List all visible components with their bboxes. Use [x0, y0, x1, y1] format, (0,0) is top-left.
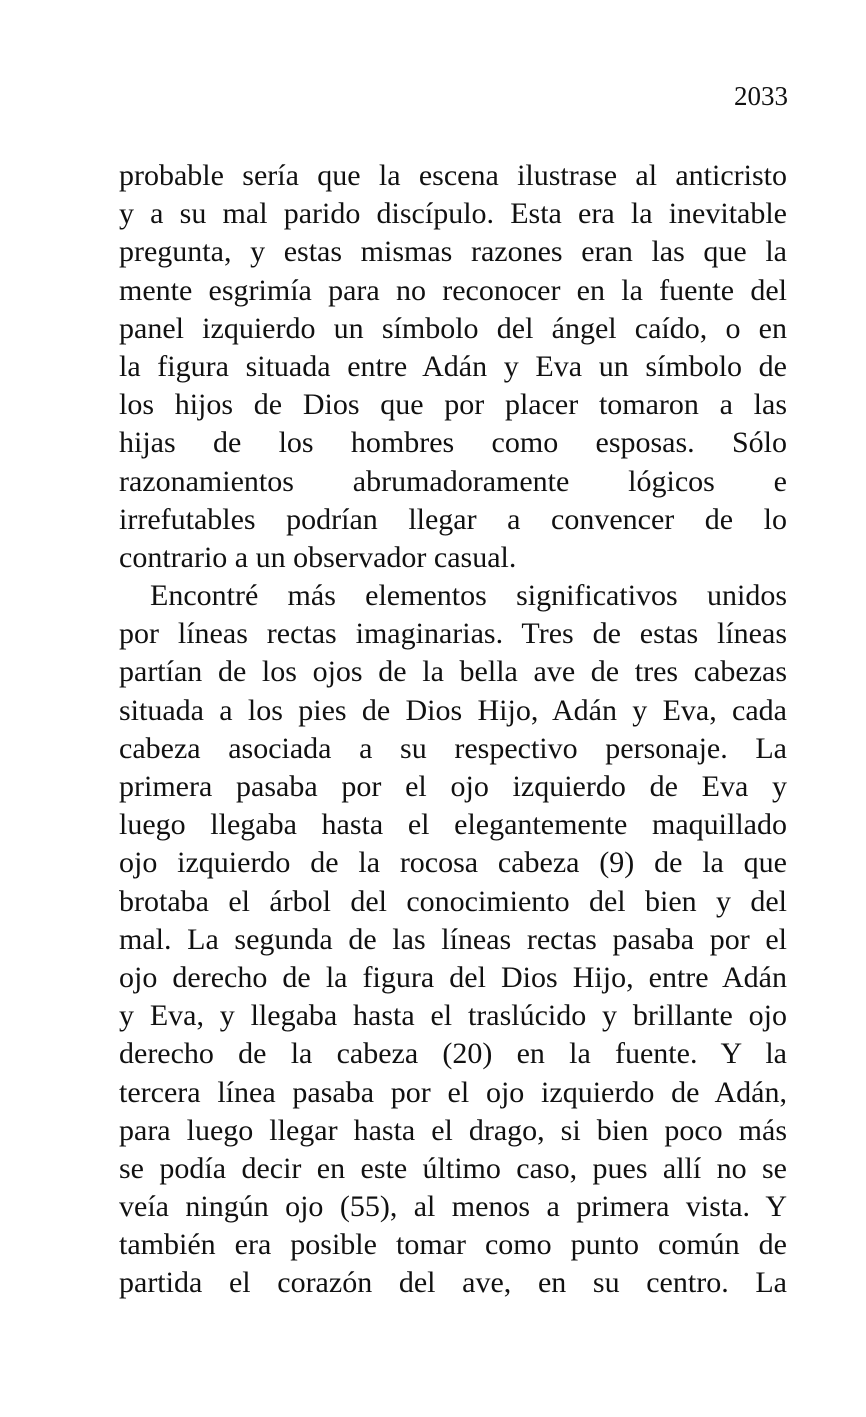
text-line: situada a los pies de Dios Hijo, Adán y Eva, cada [119, 693, 787, 727]
text-line: contrario a un observador casual. [119, 540, 517, 574]
text-line: probable sería que la escena ilustrase al anticristo [119, 159, 787, 192]
text-line: y Eva, y llegaba hasta el traslúcido y brillante ojo [119, 999, 787, 1033]
text-line: primera pasaba por el ojo izquierdo de Eva y [119, 770, 787, 803]
body-text [119, 157, 787, 1303]
text-line: para luego llegar hasta el drago, si bien poco más [119, 1113, 787, 1147]
text-line: la figura situada entre Adán y Eva un símbolo de [119, 349, 787, 383]
text-line: pregunta, y estas mismas razones eran las que la [119, 235, 787, 269]
text-line: derecho de la cabeza (20) en la fuente. Y la [119, 1037, 787, 1071]
text-line: tercera línea pasaba por el ojo izquierdo de Adán, [119, 1075, 787, 1109]
text-line: veía ningún ojo (55), al menos a primera vista. Y [119, 1190, 787, 1224]
text-line: ojo izquierdo de la rocosa cabeza (9) de la que [119, 846, 787, 880]
text-line: y a su mal parido discípulo. Esta era la inevitable [119, 197, 787, 231]
text-line: mente esgrimía para no reconocer en la fuente del [119, 273, 787, 307]
text-line: panel izquierdo un símbolo del ángel caído, o en [119, 311, 787, 345]
text-line: luego llegaba hasta el elegantemente maquillado [119, 808, 787, 842]
text-line: cabeza asociada a su respectivo personaje. La [119, 731, 787, 765]
text-line: se podía decir en este último caso, pues allí no se [119, 1151, 787, 1185]
text-line: Encontré más elementos significativos unidos [150, 579, 787, 613]
text-line: partida el corazón del ave, en su centro. La [119, 1266, 787, 1300]
text-line: partían de los ojos de la bella ave de tres cabezas [119, 655, 787, 689]
text-line: los hijos de Dios que por placer tomaron a las [119, 388, 787, 422]
text-line: irrefutables podrían llegar a convencer de lo [119, 502, 787, 536]
text-line: ojo derecho de la figura del Dios Hijo, entre Adán [119, 960, 787, 994]
text-line: razonamientos abrumadoramente lógicos e [119, 464, 787, 498]
text-line: mal. La segunda de las líneas rectas pasaba por el [119, 922, 787, 956]
text-line: brotaba el árbol del conocimiento del bien y del [119, 884, 787, 918]
page-number: 2033 [734, 81, 788, 111]
text-line: por líneas rectas imaginarias. Tres de estas líneas [119, 617, 787, 651]
text-line: hijas de los hombres como esposas. Sólo [119, 426, 787, 460]
text-line: también era posible tomar como punto común de [119, 1228, 787, 1262]
